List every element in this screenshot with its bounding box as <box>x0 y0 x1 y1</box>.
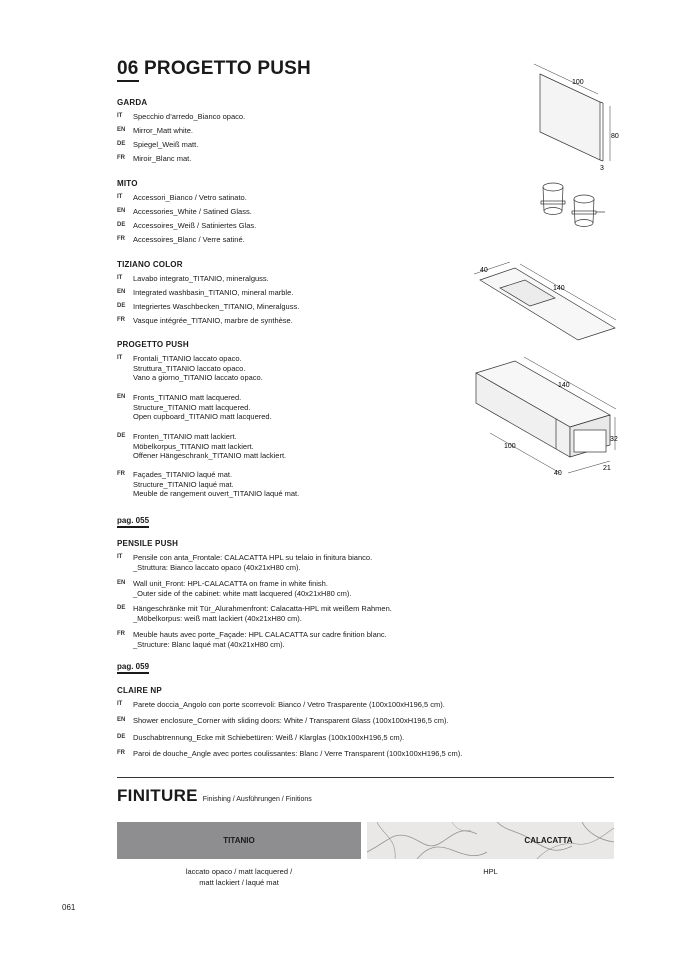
cabinet-height-label: 32 <box>610 436 618 443</box>
mirror-drawing <box>510 62 620 174</box>
finish-swatch-titanio[interactable] <box>117 822 361 859</box>
page-reference[interactable]: pag. 055 <box>117 516 149 528</box>
divider <box>117 777 614 778</box>
section-heading-pensile: PENSILE PUSH <box>117 539 179 548</box>
list-item: EN Wall unit_Front: HPL-CALACATTA on frame in white finish. _Outer side of the cabinet: white matt lacquered (40x21xH80 cm). <box>117 579 352 598</box>
list-item: FR Façades_TITANIO laqué mat. Structure_TITANIO laqué mat. Meuble de rangement ouvert_TITANIO laqué mat. <box>117 470 300 498</box>
cabinet-depth-label: 21 <box>603 465 611 472</box>
list-item: IT Frontali_TITANIO laccato opaco. Struttura_TITANIO laccato opaco. Vano a giorno_TITANIO laccato opaco. <box>117 354 263 382</box>
title-number: 06 <box>117 58 139 82</box>
washbasin-depth-label: 40 <box>480 267 488 274</box>
title-text: PROGETTO PUSH <box>144 58 311 79</box>
section-heading-tiziano: TIZIANO COLOR <box>117 260 183 269</box>
section-heading-progetto: PROGETTO PUSH <box>117 340 189 349</box>
list-item: EN Fronts_TITANIO matt lacquered. Structure_TITANIO matt lacquered. Open cupboard_TITANIO matt lacquered. <box>117 393 272 421</box>
cabinet-open-width-label: 40 <box>554 470 562 477</box>
page-reference[interactable]: pag. 059 <box>117 662 149 674</box>
finish-caption-calacatta: HPL <box>483 867 498 876</box>
list-item: FR Meuble hauts avec porte_Façade: HPL CALACATTA sur cadre finition blanc. _Structure: Blanc laqué mat (40x21xH80 cm). <box>117 630 387 649</box>
list-item: IT Pensile con anta_Frontale: CALACATTA HPL su telaio in finitura bianco. _Struttura: Bianco laccato opaco (40x21xH80 cm). <box>117 553 373 572</box>
accessories-drawing <box>535 177 610 239</box>
washbasin-width-label: 140 <box>553 285 565 292</box>
finish-swatch-calacatta[interactable] <box>367 822 614 859</box>
washbasin-drawing <box>470 258 620 343</box>
mirror-width-label: 100 <box>572 79 584 86</box>
page-number: 061 <box>62 903 76 912</box>
cabinet-width-label: 140 <box>558 382 570 389</box>
section-heading-claire: CLAIRE NP <box>117 686 162 695</box>
finishes-title: FINITURE Finishing / Ausführungen / Finitions <box>117 786 312 805</box>
list-item: DE Fronten_TITANIO matt lackiert. Möbelkorpus_TITANIO matt lackiert. Offener Hängeschrank_TITANIO matt lackiert. <box>117 432 287 460</box>
mirror-height-label: 80 <box>611 133 619 140</box>
marble-texture <box>367 822 614 859</box>
section-heading-garda: GARDA <box>117 98 148 107</box>
list-item: DE Hängeschränke mit Tür_Alurahmenfront: Calacatta-HPL mit weißem Rahmen. _Möbelkorpus: weiß matt lackiert (40x21xH80 cm). <box>117 604 392 623</box>
mirror-depth-label: 3 <box>600 165 604 172</box>
finish-caption-titanio: laccato opaco / matt lacquered / matt lackiert / laqué mat <box>185 867 293 887</box>
cabinet-unit-width-label: 100 <box>504 443 516 450</box>
cabinet-drawing <box>470 355 620 480</box>
page-title <box>117 58 311 80</box>
finish-label: CALACATTA <box>524 836 573 845</box>
section-heading-mito: MITO <box>117 179 138 188</box>
finish-label: TITANIO <box>223 836 255 845</box>
